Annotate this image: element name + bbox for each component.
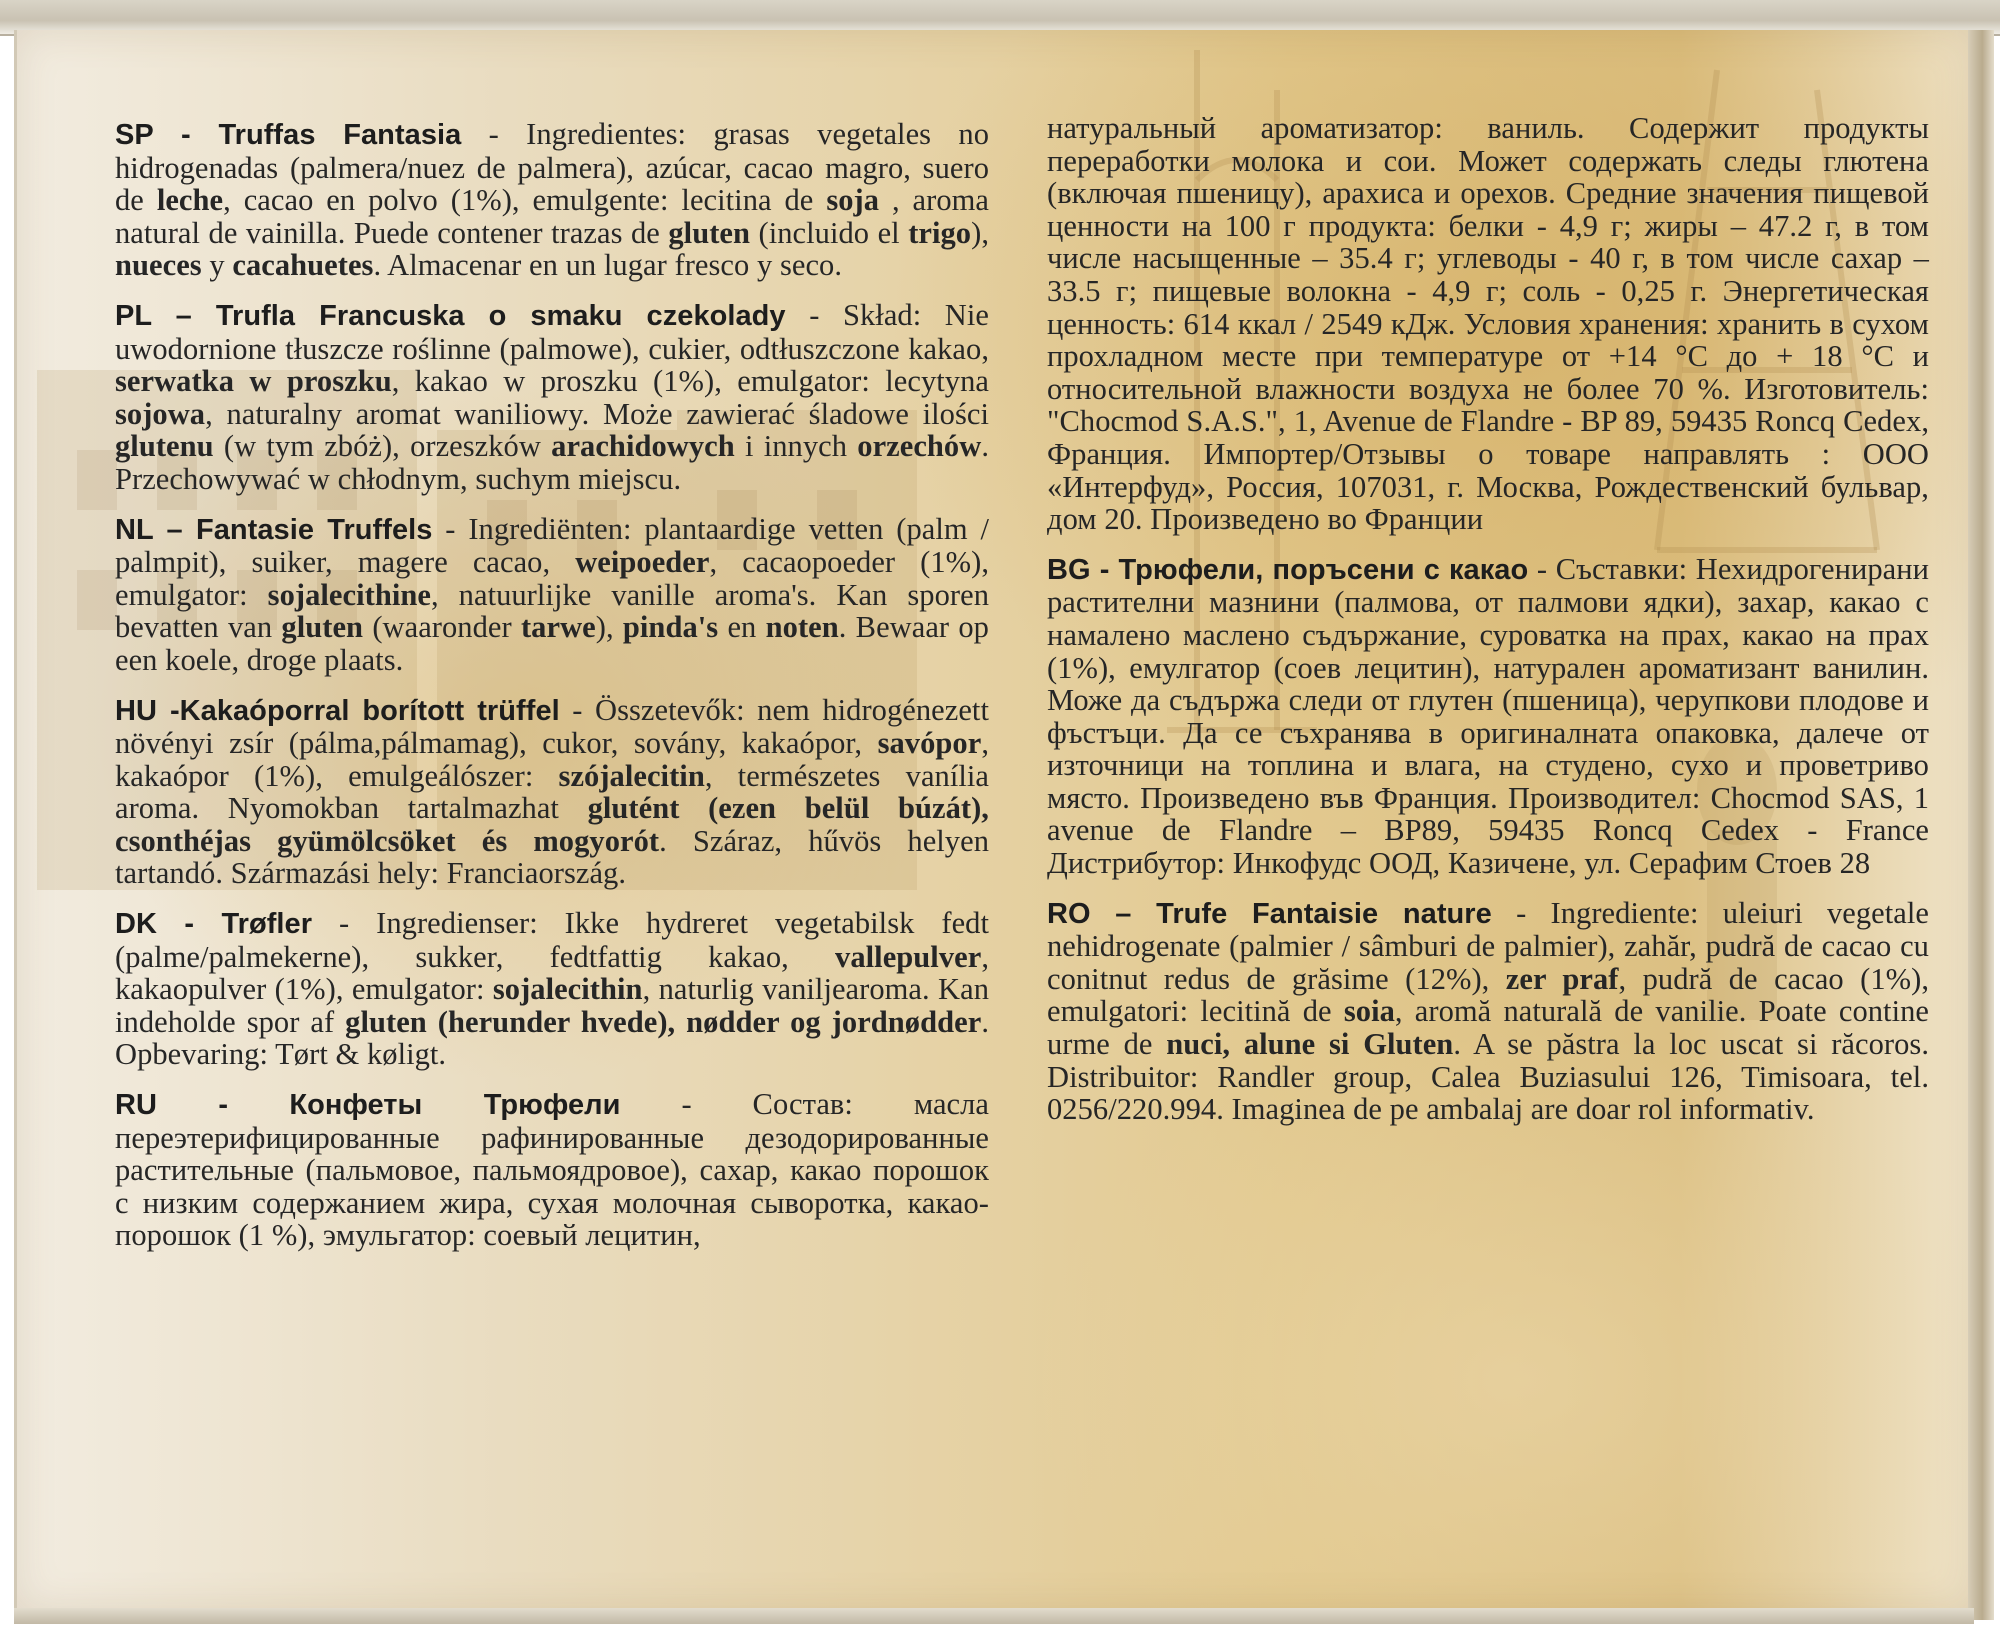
block-text: - Ingredienser: Ikke hydreret vegetabilsk fedt (palme/palmekerne), sukker, fedtfattig kakao, (115, 906, 989, 974)
allergen-text: noten (765, 610, 839, 645)
block-text: . Almacenar en un lugar fresco y seco. (373, 248, 843, 283)
block-text: - Összetevők: nem hidrogénezett növényi zsír (pálma,pálmamag), cukor, sovány, kakaópor, (115, 692, 989, 761)
block-text: , naturalny aromat waniliowy. Może zawierać śladowe ilości (205, 396, 989, 431)
allergen-text: soja (826, 183, 880, 218)
block-text: , natuurlijke vanille aroma's. Kan sporen bevatten van (115, 577, 989, 645)
allergen-text: gluten (281, 610, 364, 645)
ingredients-block-ru (115, 1088, 989, 1252)
block-text: натуральный ароматизатор: ваниль. Содержит продукты переработки молока и сои. Может содержать следы глютена (включая пшеницу), арахиса и орехов. Средние значения пищевой ценности на 100 г продукта: белки - 4,9 г; жиры – 47.2 г, в том числе насыщенные – 35.4 г; углеводы - 40 г, в том числе сахар – 33.5 г; пищевые волокна - 4,9 г; соль - 0,25 г. Энергетическая ценность: 614 ккал / 2549 кДж. Условия хранения: хранить в сухом прохладном месте при температуре от +14 °С до + 18 °С и относительной влажности воздуха не более 70 %. Изготовитель: "Chocmod S.A.S.", 1, Avenue de Flandre - BP 89, 59435 Roncq Cedex, Франция. Импортер/Отзывы о товаре направлять : ООО «Интерфуд», Россия, 107031, г. Москва, Рождественский бульвар, дом 20. Произведено во Франции (1047, 111, 1929, 537)
ingredients-panel (14, 30, 1973, 1610)
allergen-text: vallepulver (835, 939, 982, 974)
block-text: , aroma natural de vainilla. Puede contener trazas de (115, 183, 990, 250)
ingredients-block-dk (115, 907, 989, 1071)
block-text: . Opbevaring: Tørt & køligt. (115, 1004, 989, 1072)
allergen-text: sojowa (115, 396, 206, 431)
block-text: . Bewaar op een koele, droge plaats. (115, 610, 989, 677)
allergen-text: glutenu (115, 429, 214, 464)
block-heading: BG - Трюфели, поръсени с какао (1047, 553, 1529, 586)
ingredients-block-hu (115, 694, 989, 891)
block-text: , kakaopulver (1%), emulgator: (115, 939, 989, 1007)
block-text: . Száraz, hűvös helyen tartandó. Származási hely: Franciaország. (115, 823, 989, 891)
ingredients-block-sp (115, 118, 989, 282)
ingredients-block-pl (115, 299, 989, 496)
block-text: (waaronder (363, 610, 521, 645)
block-heading: SP - Truffas Fantasia (115, 119, 462, 151)
block-text: en (718, 610, 766, 645)
block-text: y (201, 248, 233, 283)
allergen-text: savópor (877, 726, 982, 761)
block-heading: HU -Kakaóporral borított trüffel (115, 694, 560, 727)
block-text: , naturlig vaniljearoma. Kan indeholde spor af (115, 972, 990, 1039)
box-bottom-edge (14, 1608, 1974, 1624)
allergen-text: szójalecitin (558, 758, 705, 793)
block-heading: RU - Конфеты Трюфели (115, 1089, 621, 1122)
allergen-text: weipoeder (575, 545, 710, 580)
allergen-text: sojalecithin (492, 972, 643, 1007)
allergen-text: nueces (115, 248, 202, 283)
allergen-text: cacahuetes (232, 248, 374, 283)
allergen-text: arachidowych (551, 429, 735, 464)
block-heading: NL – Fantasie Truffels (115, 513, 433, 546)
allergen-text: trigo (908, 215, 972, 250)
block-text: - Съставки: Нехидрогенирани растителни мазнини (палмова, от палмови ядки), захар, какао с намалено масленo съдържание, суроватка на прах, какао на прах (1%), емулгатор (соев лецитин), натурален ароматизант ванилин. Може да съдържа следи от глутен (пшеница), черупкови плодове и фъстъци. Да се съхранява в оригиналната опаковка, далече от източници на топлина и влага, на студено, сухо и проветриво място. Произведено във Франция. Производител: Chocmod SAS, 1 avenue de Flandre – BP89, 59435 Roncq Cedex - France Дистрибутор: Инкофудс ООД, Казичене, ул. Серафим Стоев 28 (1047, 551, 1929, 881)
block-text: ), (971, 215, 989, 250)
block-heading: DK - Trøfler (115, 908, 313, 941)
allergen-text: gluten (herunder hvede), nødder og jordnødder (345, 1004, 982, 1039)
block-text: - Состав: масла переэтерифицированные рафинированные дезодорированные растительные (пальмовое, пальмоядровое), сахар, какао порошок с низким содержанием жира, сухая молочная сыворотка, какао-порошок (1 %), эмульгатор: соевый лецитин, (115, 1087, 989, 1253)
block-text: , természetes vanília aroma. Nyomokban tartalmazhat (115, 758, 989, 826)
block-text: . Przechowywać w chłodnym, suchym miejscu. (115, 429, 989, 496)
allergen-text: soia (1343, 994, 1395, 1029)
ingredients-block-ro (1047, 897, 1929, 1126)
block-text: , kakao w proszku (1%), emulgator: lecytyna (391, 364, 989, 399)
allergen-text: tarwe (520, 610, 596, 645)
block-text: , cacao en polvo (1%), emulgente: lecitina de (223, 183, 827, 218)
ingredients-block-ru-cont (1047, 112, 1929, 536)
ingredients-block-bg (1047, 553, 1929, 880)
allergen-text: pinda's (622, 610, 719, 645)
allergen-text: glutént (ezen belül búzát), csonthéjas gyümölcsöket és mogyorót (115, 791, 989, 858)
block-heading: RO – Trufe Fantaisie nature (1047, 897, 1492, 930)
right-text-column (1047, 112, 1929, 1143)
block-text: (w tym zbóż), orzeszków (213, 429, 552, 464)
block-text: , cacaopoeder (1%), emulgator: (115, 545, 989, 612)
box-side-edge (1968, 30, 1994, 1620)
block-text: i innych (734, 429, 858, 464)
block-text: - Ingrediente: uleiuri vegetale nehidrogenate (palmier / sâmburi de palmier), zahăr, pudră de cacao cu conitnut redus de grăsime (12%), (1047, 895, 1929, 996)
ingredients-block-nl (115, 513, 989, 677)
allergen-text: orzechów (857, 429, 982, 464)
block-text: (incluido el (750, 215, 909, 250)
block-text: ), (595, 610, 623, 645)
block-text: . A se păstra la loc uscat si răcoros. Distribuitor: Randler group, Calea Buziasului 126, Timisoara, tel. 0256/220.994. Imaginea de pe ambalaj are doar rol informativ. (1047, 1027, 1929, 1127)
allergen-text: serwatka w proszku (115, 364, 392, 399)
block-text: - Ingredientes: grasas vegetales no hidrogenadas (palmera/nuez de palmera), azúcar, cacao magro, suero de (115, 117, 989, 218)
block-text: , aromă naturală de vanilie. Poate contine urme de (1047, 994, 1929, 1062)
block-heading: PL – Trufla Francuska o smaku czekolady (115, 299, 786, 332)
block-text: - Skład: Nie uwodornione tłuszcze roślinne (palmowe), cukier, odtłuszczone kakao, (115, 297, 989, 366)
allergen-text: gluten (668, 215, 751, 250)
block-text: , pudră de cacao (1%), emulgatori: lecitină de (1047, 961, 1929, 1029)
allergen-text: zer praf (1505, 961, 1619, 996)
block-text: - Ingrediënten: plantaardige vetten (palm / palmpit), suiker, magere cacao, (115, 511, 989, 580)
allergen-text: nuci, alune si Gluten (1166, 1027, 1454, 1062)
left-text-column (115, 118, 989, 1269)
block-text: , kakaópor (1%), emulgeálószer: (115, 726, 989, 793)
allergen-text: sojalecithine (267, 577, 431, 612)
allergen-text: leche (156, 183, 224, 218)
